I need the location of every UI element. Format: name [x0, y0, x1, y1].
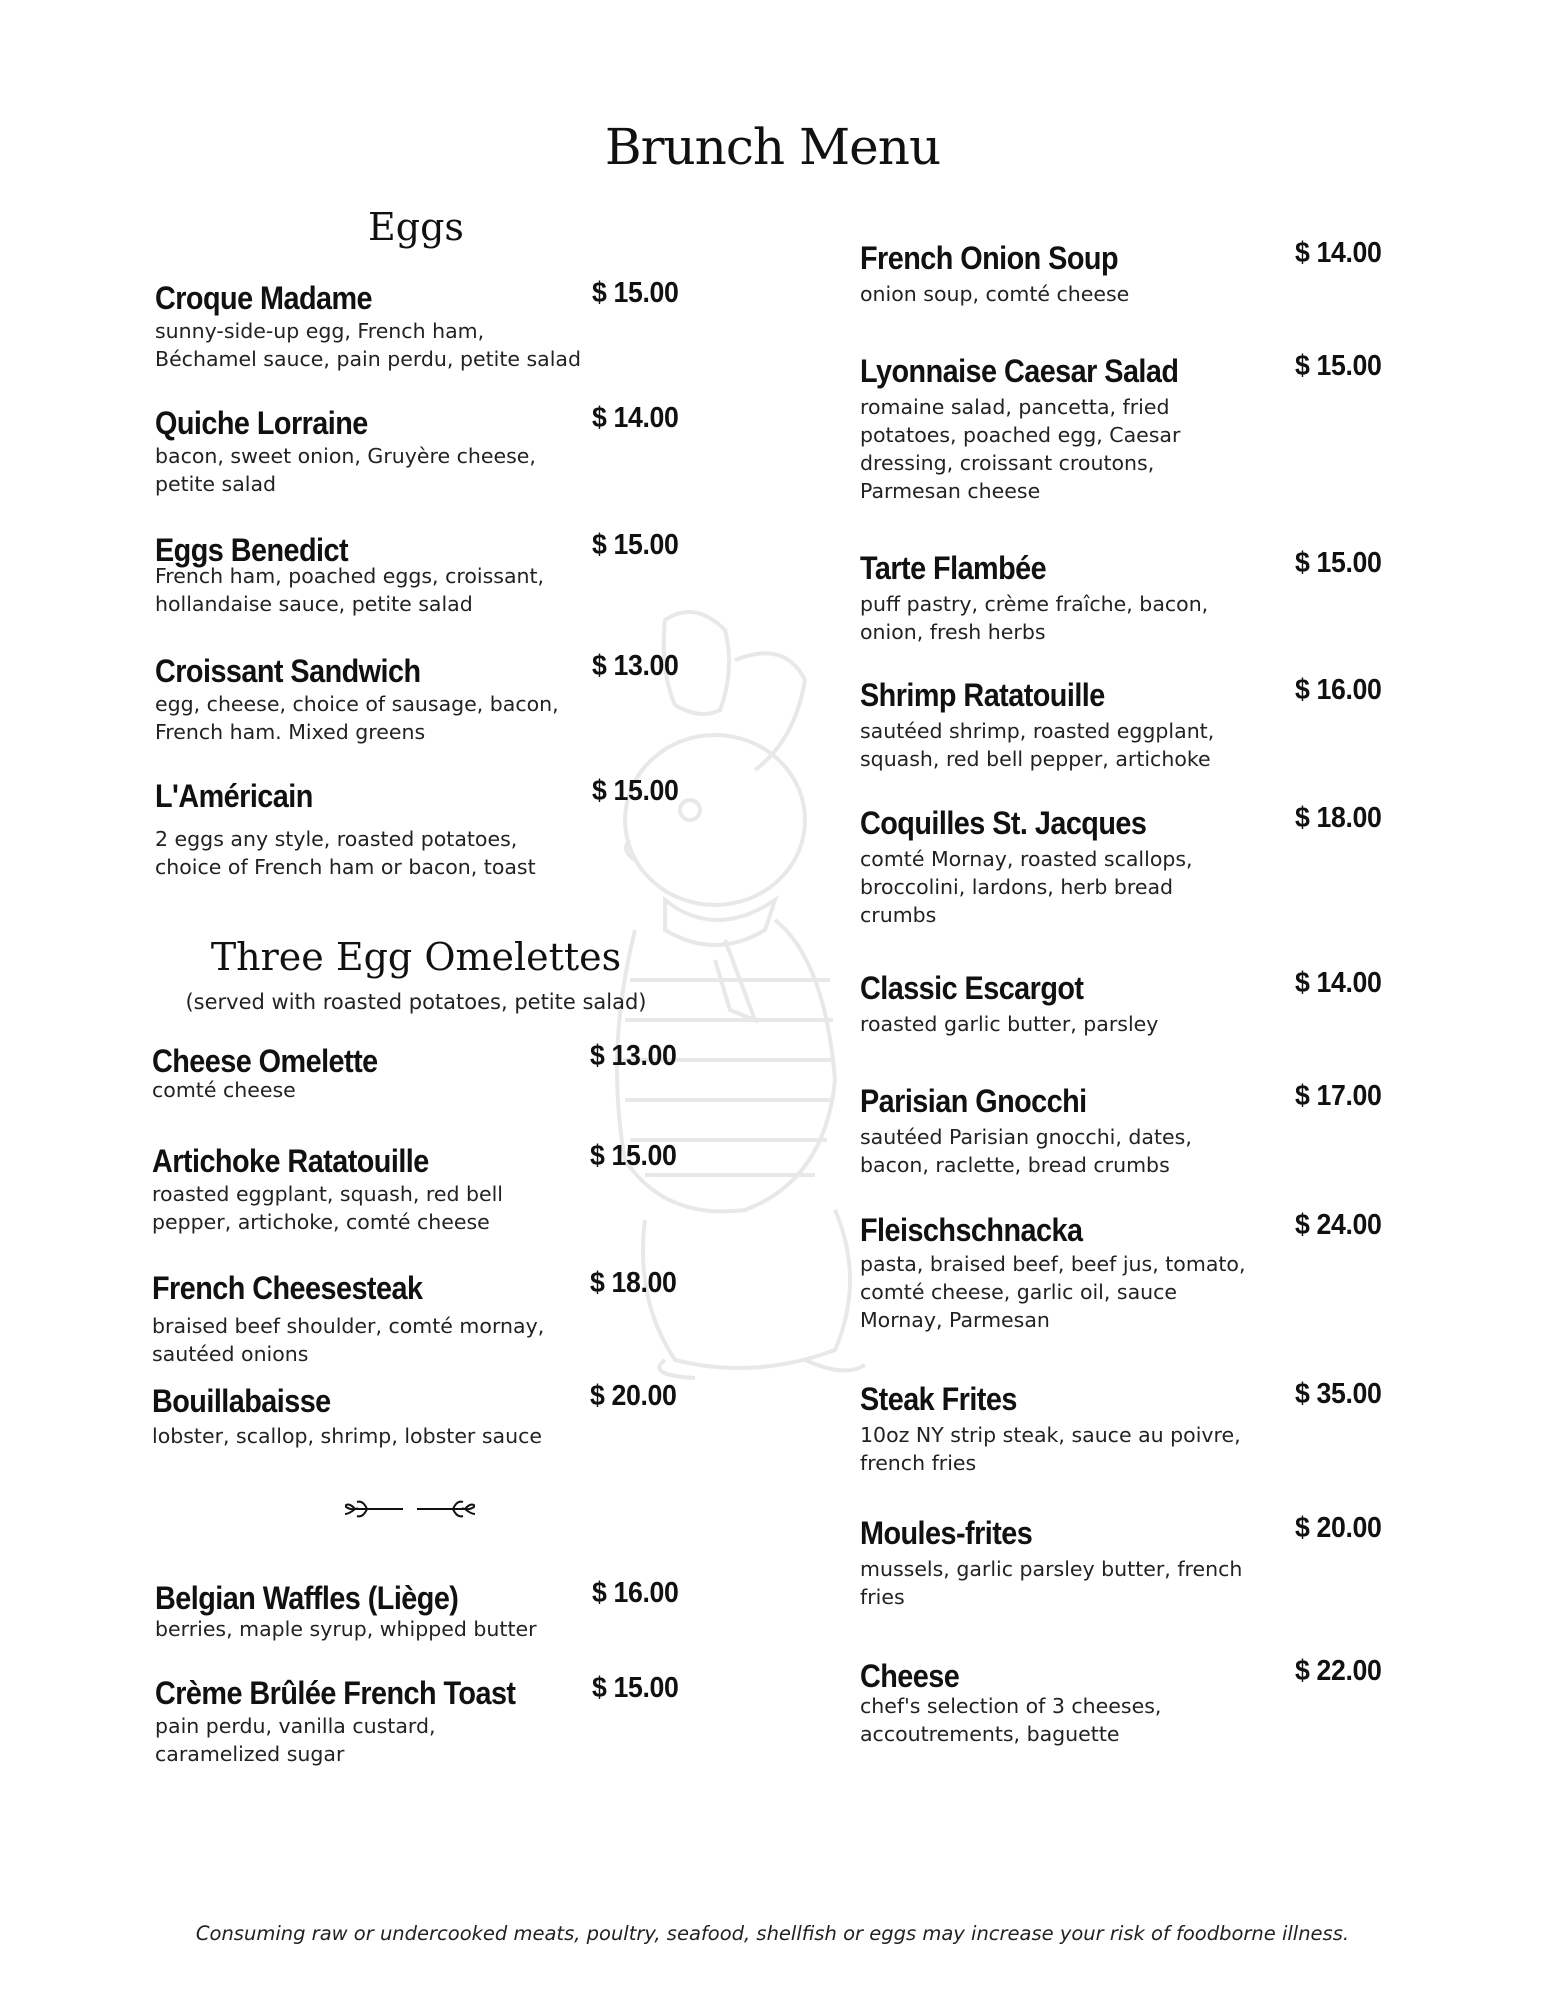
menu-item-description — [155, 1615, 537, 1643]
menu-item-description — [860, 1250, 1245, 1334]
menu-item-name: Cheese Omelette — [152, 1043, 378, 1079]
menu-item-name: Crème Brûlée French Toast — [155, 1675, 516, 1711]
menu-item-description — [155, 442, 536, 498]
menu-item-description — [152, 1076, 296, 1104]
menu-item-price: $ 16.00 — [592, 1577, 679, 1609]
menu-item-description — [860, 280, 1129, 308]
section-heading-eggs: Eggs — [368, 205, 464, 249]
description-line: squash, red bell pepper, artichoke — [860, 747, 1211, 771]
menu-item-price: $ 15.00 — [590, 1140, 677, 1172]
menu-item-price: $ 22.00 — [1295, 1655, 1382, 1687]
description-line: pepper, artichoke, comté cheese — [152, 1210, 490, 1234]
description-line: sautéed shrimp, roasted eggplant, — [860, 719, 1215, 743]
menu-item-description — [860, 590, 1208, 646]
menu-item-price: $ 15.00 — [592, 775, 679, 807]
description-line: roasted eggplant, squash, red bell — [152, 1182, 504, 1206]
menu-item-description — [860, 1123, 1192, 1179]
omelettes-note: (served with roasted potatoes, petite salad) — [185, 990, 647, 1014]
menu-item-price: $ 14.00 — [1295, 967, 1382, 999]
menu-item-description — [860, 717, 1214, 773]
menu-item-name: French Cheesesteak — [152, 1270, 423, 1306]
menu-item-price: $ 20.00 — [590, 1380, 677, 1412]
menu-item-price: $ 14.00 — [592, 402, 679, 434]
description-line: accoutrements, baguette — [860, 1722, 1120, 1746]
description-line: sautéed Parisian gnocchi, dates, — [860, 1125, 1192, 1149]
menu-item-name: Quiche Lorraine — [155, 405, 368, 441]
decorative-divider-icon — [345, 1494, 475, 1524]
section-heading-omelettes: Three Egg Omelettes — [210, 935, 622, 979]
menu-item-name: Eggs Benedict — [155, 532, 349, 568]
menu-item-price: $ 18.00 — [590, 1267, 677, 1299]
description-line: pain perdu, vanilla custard, — [155, 1714, 436, 1738]
description-line: Mornay, Parmesan — [860, 1308, 1050, 1332]
menu-item-name: Coquilles St. Jacques — [860, 805, 1147, 841]
description-line: comté Mornay, roasted scallops, — [860, 847, 1193, 871]
description-line: broccolini, lardons, herb bread — [860, 875, 1174, 899]
description-line: egg, cheese, choice of sausage, bacon, — [155, 692, 559, 716]
description-line: potatoes, poached egg, Caesar — [860, 423, 1181, 447]
description-line: bacon, sweet onion, Gruyère cheese, — [155, 444, 536, 468]
menu-item-price: $ 20.00 — [1295, 1512, 1382, 1544]
menu-item-name: Steak Frites — [860, 1381, 1017, 1417]
description-line: berries, maple syrup, whipped butter — [155, 1617, 537, 1641]
menu-item-description — [860, 845, 1193, 929]
page-title: Brunch Menu — [604, 118, 941, 176]
menu-item-price: $ 18.00 — [1295, 802, 1382, 834]
menu-item-name: Cheese — [860, 1658, 960, 1694]
allergy-disclaimer: Consuming raw or undercooked meats, poultry, seafood, shellfish or eggs may increase your risk of foodborne illness. — [195, 1922, 1350, 1945]
description-line: onion, fresh herbs — [860, 620, 1046, 644]
menu-item-description — [155, 1712, 436, 1768]
description-line: dressing, croissant croutons, — [860, 451, 1155, 475]
description-line: caramelized sugar — [155, 1742, 345, 1766]
menu-item-name: Lyonnaise Caesar Salad — [860, 353, 1179, 389]
description-line: petite salad — [155, 472, 277, 496]
menu-item-name: Parisian Gnocchi — [860, 1083, 1087, 1119]
menu-item-name: Artichoke Ratatouille — [152, 1143, 429, 1179]
description-line: puff pastry, crème fraîche, bacon, — [860, 592, 1209, 616]
menu-item-price: $ 17.00 — [1295, 1080, 1382, 1112]
menu-item-description — [860, 1692, 1161, 1748]
description-line: Béchamel sauce, pain perdu, petite salad — [155, 347, 581, 371]
menu-item-price: $ 15.00 — [592, 277, 679, 309]
description-line: mussels, garlic parsley butter, french — [860, 1557, 1243, 1581]
description-line: Parmesan cheese — [860, 479, 1041, 503]
menu-item-name: Croissant Sandwich — [155, 653, 421, 689]
menu-item-price: $ 14.00 — [1295, 237, 1382, 269]
menu-item-description — [155, 317, 581, 373]
menu-item-name: Fleischschnacka — [860, 1212, 1083, 1248]
menu-item-name: Tarte Flambée — [860, 550, 1047, 586]
menu-item-description — [860, 393, 1180, 505]
menu-item-description — [155, 825, 536, 881]
menu-item-description — [860, 1010, 1158, 1038]
description-line: bacon, raclette, bread crumbs — [860, 1153, 1170, 1177]
description-line: chef's selection of 3 cheeses, — [860, 1694, 1162, 1718]
description-line: onion soup, comté cheese — [860, 282, 1130, 306]
description-line: sunny-side-up egg, French ham, — [155, 319, 485, 343]
menu-item-price: $ 15.00 — [1295, 350, 1382, 382]
description-line: choice of French ham or bacon, toast — [155, 855, 536, 879]
description-line: romaine salad, pancetta, fried — [860, 395, 1170, 419]
menu-item-price: $ 13.00 — [592, 650, 679, 682]
description-line: sautéed onions — [152, 1342, 309, 1366]
description-line: comté cheese, garlic oil, sauce — [860, 1280, 1178, 1304]
menu-item-price: $ 15.00 — [592, 1672, 679, 1704]
menu-item-name: Moules-frites — [860, 1515, 1033, 1551]
description-line: braised beef shoulder, comté mornay, — [152, 1314, 545, 1338]
menu-item-price: $ 24.00 — [1295, 1209, 1382, 1241]
description-line: crumbs — [860, 903, 937, 927]
menu-item-description — [152, 1180, 503, 1236]
menu-item-description — [155, 690, 559, 746]
description-line: French ham. Mixed greens — [155, 720, 426, 744]
description-line: pasta, braised beef, beef jus, tomato, — [860, 1252, 1246, 1276]
description-line: fries — [860, 1585, 905, 1609]
menu-item-name: Belgian Waffles (Liège) — [155, 1580, 459, 1616]
description-line: hollandaise sauce, petite salad — [155, 592, 473, 616]
menu-item-description — [152, 1312, 544, 1368]
description-line: french fries — [860, 1451, 977, 1475]
description-line: 2 eggs any style, roasted potatoes, — [155, 827, 518, 851]
description-line: 10oz NY strip steak, sauce au poivre, — [860, 1423, 1241, 1447]
menu-item-price: $ 13.00 — [590, 1040, 677, 1072]
menu-item-name: Shrimp Ratatouille — [860, 677, 1105, 713]
menu-item-name: Bouillabaisse — [152, 1383, 331, 1419]
menu-item-price: $ 15.00 — [1295, 547, 1382, 579]
description-line: French ham, poached eggs, croissant, — [155, 564, 545, 588]
menu-item-description — [860, 1555, 1242, 1611]
menu-item-price: $ 16.00 — [1295, 674, 1382, 706]
menu-item-name: L'Américain — [155, 778, 313, 814]
menu-item-description — [155, 562, 544, 618]
description-line: lobster, scallop, shrimp, lobster sauce — [152, 1424, 542, 1448]
menu-item-description — [152, 1422, 542, 1450]
menu-item-name: French Onion Soup — [860, 240, 1119, 276]
menu-item-description — [860, 1421, 1241, 1477]
menu-item-price: $ 15.00 — [592, 529, 679, 561]
menu-item-name: Classic Escargot — [860, 970, 1084, 1006]
menu-item-name: Croque Madame — [155, 280, 373, 316]
menu-item-price: $ 35.00 — [1295, 1378, 1382, 1410]
description-line: roasted garlic butter, parsley — [860, 1012, 1159, 1036]
description-line: comté cheese — [152, 1078, 296, 1102]
